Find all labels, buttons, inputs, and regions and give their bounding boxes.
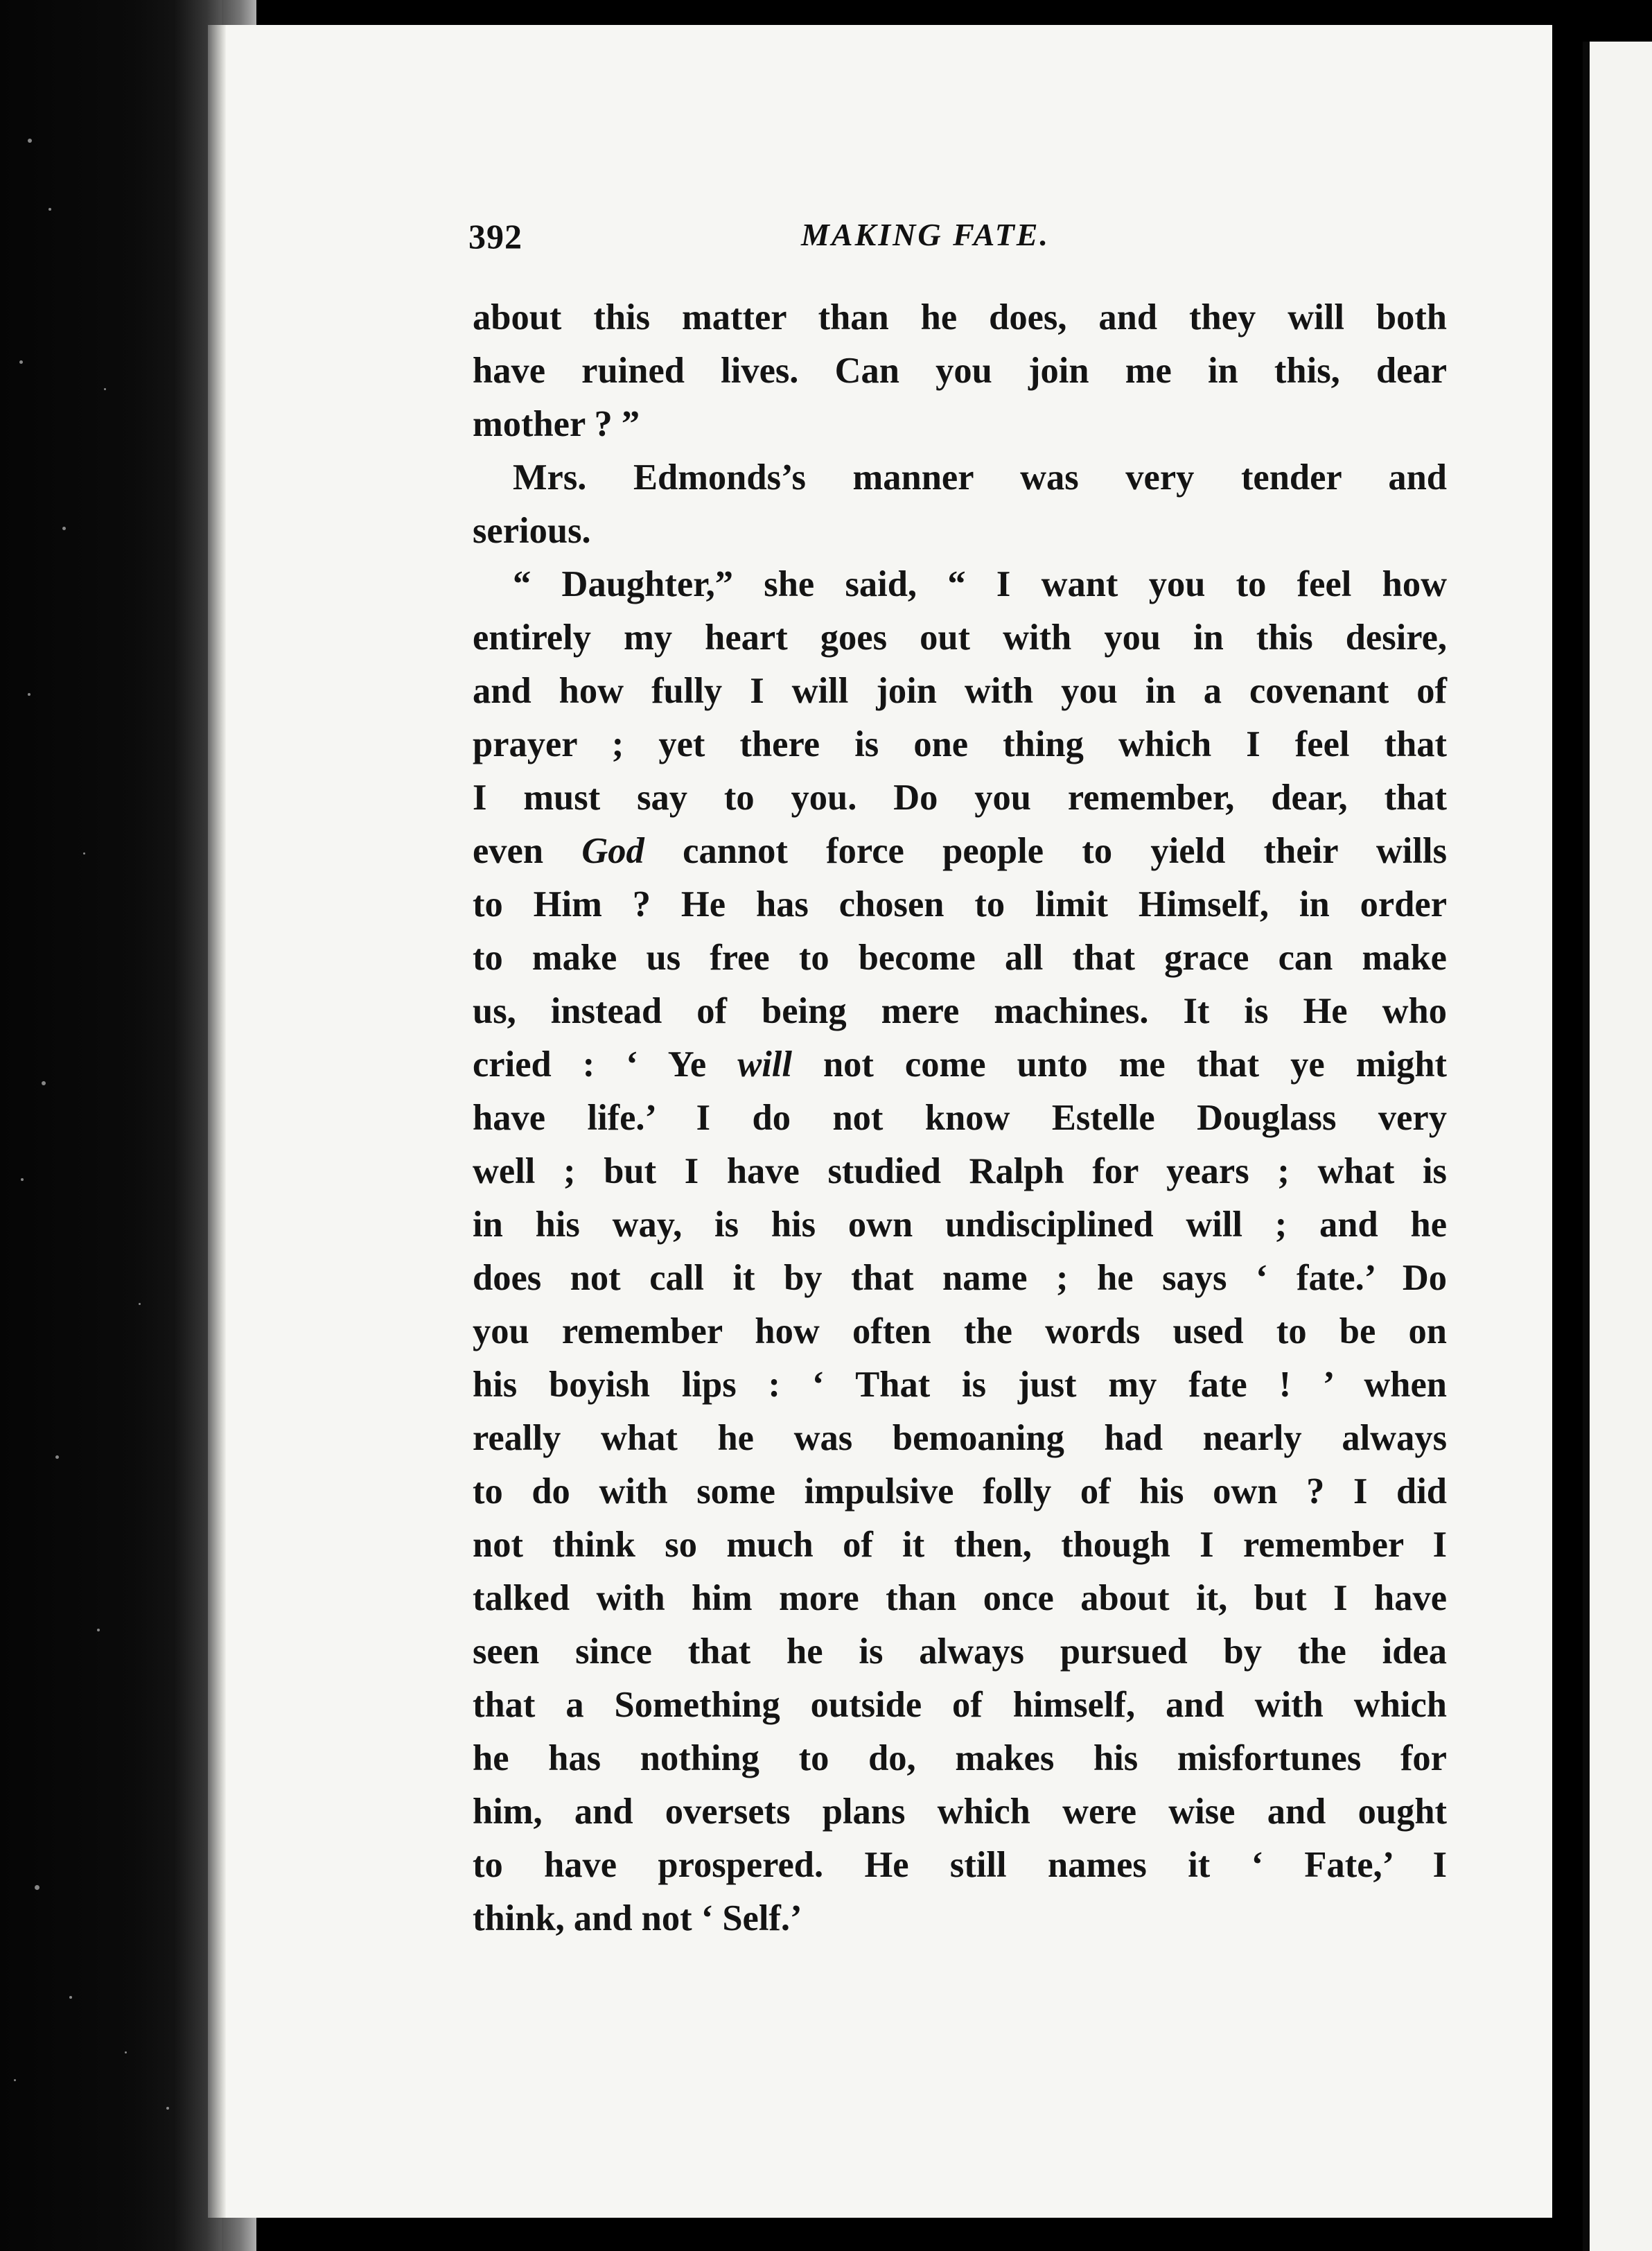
text-line: in his way, is his own undisciplined will ; and he [473,1205,1447,1245]
text-line: he has nothing to do, makes his misfortunes for [473,1738,1447,1778]
text-line: I must say to you. Do you remember, dear, that [473,778,1447,818]
text-run: even [473,831,582,871]
text-line [473,825,1447,878]
italic-emphasis: God [581,831,644,871]
text-line: “ Daughter,” she said, “ I want you to feel how [513,564,1447,604]
text-run: not come unto me that ye might [791,1044,1447,1085]
text-line: serious. [473,511,591,551]
page-number: 392 [468,217,522,256]
italic-emphasis: will [737,1044,792,1085]
text-line: think, and not ‘ Self.’ [473,1898,802,1938]
adjacent-page-edge [1583,42,1652,2251]
text-line: not think so much of it then, though I remember I [473,1525,1447,1565]
dust-speck [28,139,32,143]
text-line: have ruined lives. Can you join me in this, dear [473,351,1447,391]
dust-speck [19,360,23,364]
text-line: us, instead of being mere machines. It is He who [473,991,1447,1031]
text-line: mother ? ” [473,404,640,444]
running-head-title: MAKING FATE. [801,217,1050,252]
text-run: cried : ‘ Ye [473,1044,738,1085]
dust-speck [166,2107,169,2110]
text-line: that a Something outside of himself, and with which [473,1685,1447,1725]
text-line: really what he was bemoaning had nearly always [473,1418,1447,1458]
text-line: to make us free to become all that grace can make [473,938,1447,978]
text-line: to have prospered. He still names it ‘ Fate,’ I [473,1845,1447,1885]
text-line: entirely my heart goes out with you in this desire, [473,618,1447,658]
text-line: does not call it by that name ; he says ‘ fate.’ Do [473,1258,1447,1298]
text-line: to do with some impulsive folly of his own ? I did [473,1471,1447,1512]
dust-speck [49,208,51,211]
text-line: seen since that he is always pursued by the idea [473,1631,1447,1672]
dust-speck [21,1178,24,1181]
text-line: Mrs. Edmonds’s manner was very tender and [513,457,1447,498]
text-line: and how fully I will join with you in a covenant of [473,671,1447,711]
dust-speck [104,388,106,390]
text-line: have life.’ I do not know Estelle Douglass very [473,1098,1447,1138]
text-line: prayer ; yet there is one thing which I feel that [473,724,1447,764]
page-inner-edge [208,25,226,2218]
dust-speck [97,1629,100,1631]
text-line: to Him ? He has chosen to limit Himself, in order [473,884,1447,925]
text-run: cannot force people to yield their wills [644,831,1447,871]
dust-speck [62,527,66,530]
text-line: talked with him more than once about it, but I have [473,1578,1447,1618]
dust-speck [125,2051,127,2053]
dust-speck [42,1081,46,1085]
body-text [473,291,1447,1945]
dust-speck [28,693,30,696]
text-line: well ; but I have studied Ralph for years ; what is [473,1151,1447,1191]
text-line: about this matter than he does, and they will both [473,297,1447,338]
text-line: him, and oversets plans which were wise and ought [473,1792,1447,1832]
dust-speck [35,1885,39,1890]
dust-speck [14,2079,16,2081]
text-line: you remember how often the words used to be on [473,1311,1447,1351]
text-line [473,1038,1447,1092]
dust-speck [55,1455,59,1459]
dust-speck [139,1303,141,1305]
dust-speck [83,852,85,855]
dust-speck [69,1996,72,1999]
text-line: his boyish lips : ‘ That is just my fate ! ’ when [473,1365,1447,1405]
